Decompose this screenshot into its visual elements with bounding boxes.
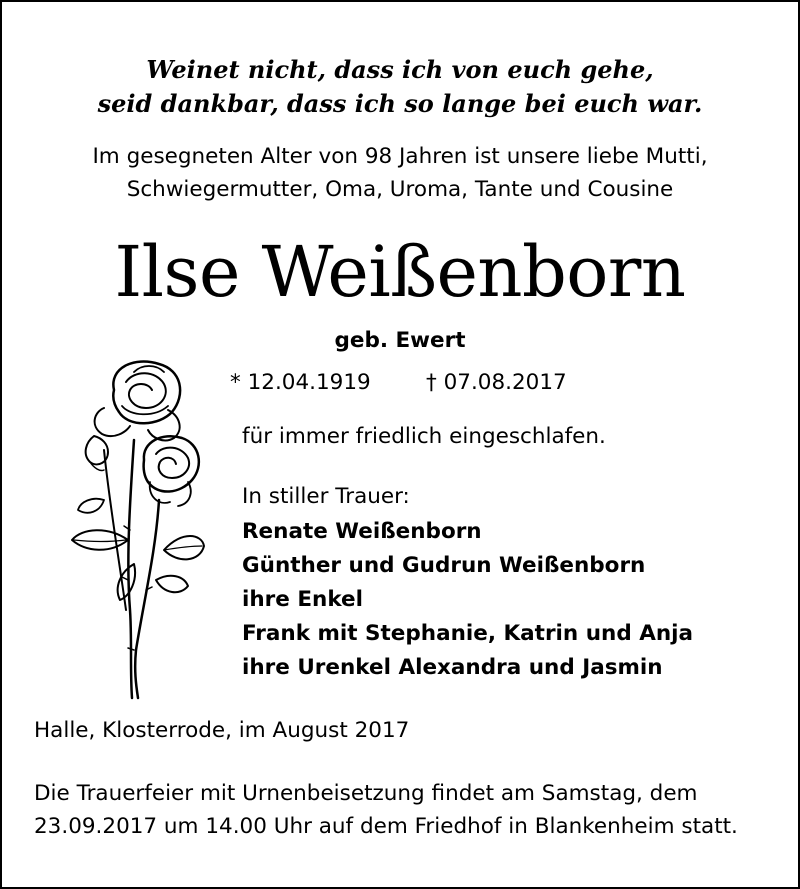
mourner-name: ihre Urenkel Alexandra und Jasmin	[242, 655, 663, 680]
death-date: † 07.08.2017	[426, 370, 567, 395]
mourner-name: ihre Enkel	[242, 587, 364, 612]
maiden-name: geb. Ewert	[334, 328, 466, 353]
intro-line-2: Schwiegermutter, Oma, Uroma, Tante und Cousine	[126, 177, 674, 202]
mourner-name: Günther und Gudrun Weißenborn	[242, 553, 646, 578]
birth-date: * 12.04.1919	[230, 370, 371, 395]
motto-line-1: Weinet nicht, dass ich von euch gehe,	[146, 55, 654, 84]
mourner-name: Frank mit Stephanie, Katrin und Anja	[242, 621, 694, 646]
rose-drawing-icon	[64, 350, 214, 700]
funeral-line-2: 23.09.2017 um 14.00 Uhr auf dem Friedhof in Blankenheim statt.	[34, 814, 738, 839]
mourner-name: Renate Weißenborn	[242, 519, 482, 544]
mourning-heading: In stiller Trauer:	[242, 484, 410, 509]
deceased-name: Ilse Weißenborn	[114, 231, 686, 313]
motto-line-2: seid dankbar, dass ich so lange bei euch war.	[97, 89, 703, 118]
intro-line-1: Im gesegneten Alter von 98 Jahren ist unsere liebe Mutti,	[92, 144, 708, 169]
place-date: Halle, Klosterrode, im August 2017	[34, 718, 410, 743]
passing-text: für immer friedlich eingeschlafen.	[242, 424, 606, 449]
funeral-line-1: Die Trauerfeier mit Urnenbeisetzung findet am Samstag, dem	[34, 781, 698, 806]
